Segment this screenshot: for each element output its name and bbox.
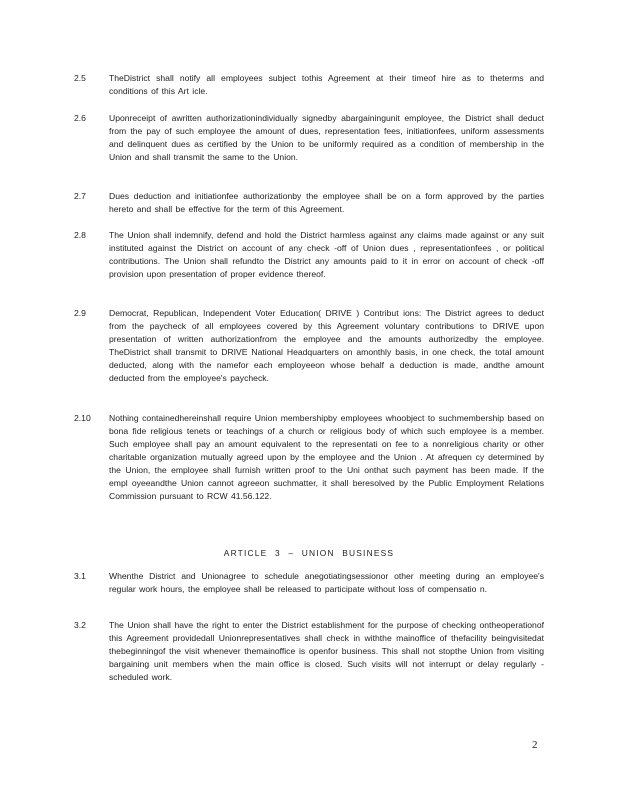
section-3-1 xyxy=(74,570,544,596)
section-2-10 xyxy=(74,412,544,503)
section-2-5 xyxy=(74,72,544,98)
section-number: 2.6 xyxy=(74,113,86,123)
page-number: 2 xyxy=(532,739,538,751)
section-number: 2.9 xyxy=(74,308,86,318)
section-text: Uponreceipt of awritten authorizationindividually signedby abargainingunit employee, the District shall deduct from the pay of such employee the amount of dues, representation fees, initiationfees, uniform assessments and delinquent dues as certified by the Union to be uniformly required as a condition of membership in the Union and shall transmit the same to the Union. xyxy=(109,113,544,162)
section-text: Dues deduction and initiationfee authorizationby the employee shall be on a form approved by the parties hereto and shall be effective for the term of this Agreement. xyxy=(109,191,544,214)
section-text: Nothing containedhereinshall require Union membershipby employees whoobject to suchmembership based on bona fide religious tenets or teachings of a church or religious body of which such employee is a member. Such employee shall pay an amount equivalent to the representati on fee to a nonreligious charity or other charitable organization mutually agreed upon by the employee and the Union . At afrequen cy determined by the Union, the employee shall furnish written proof to the Uni onthat such payment has been made. If the empl oyeeandthe Union cannot agreeon suchmatter, it shall beresolved by the Public Employment Relations Commission pursuant to RCW 41.56.122. xyxy=(109,413,544,501)
section-3-2 xyxy=(74,619,544,684)
section-text: The Union shall indemnify, defend and hold the District harmless against any claims made against or any suit instituted against the District on account of any check -off of Union dues , representationfees , or political contributions. The Union shall refundto the District any amounts paid to it in error on account of check -off provision upon presentation of proper evidence thereof. xyxy=(109,230,544,279)
section-number: 2.7 xyxy=(74,191,86,201)
section-number: 2.5 xyxy=(74,73,86,83)
section-2-6 xyxy=(74,112,544,164)
section-2-8 xyxy=(74,229,544,281)
section-number: 3.1 xyxy=(74,571,86,581)
section-text: Whenthe District and Unionagree to schedule anegotiatingsessionor other meeting during an employee's regular work hours, the employee shall be released to participate without loss of compensatio n. xyxy=(109,571,544,594)
section-text: TheDistrict shall notify all employees subject tothis Agreement at their timeof hire as to theterms and conditions of this Art icle. xyxy=(109,73,544,96)
section-text: Democrat, Republican, Independent Voter Education( DRIVE ) Contribut ions: The District agrees to deduct from the paycheck of all employees covered by this Agreement voluntary contributions to DRIVE upon presentation of written authorizationfrom the employee and the amounts authorizedby the employee. TheDistrict shall transmit to DRIVE National Headquarters on amonthly basis, in one check, the total amount deducted, along with the namefor each employeeon whose behalf a deduction is made, andthe amount deducted from the employee's paycheck. xyxy=(109,308,544,383)
article-heading: ARTICLE 3 – UNION BUSINESS xyxy=(223,548,395,558)
section-number: 2.10 xyxy=(74,413,91,423)
section-text: The Union shall have the right to enter the District establishment for the purpose of checking ontheoperationof this Agreement providedall Unionrepresentatives shall check in withthe mainoffice of thefacility beingvisitedat thebeginningof the visit whenever themainoffice is openfor business. This shall not stopthe Union from visiting bargaining unit members when the main office is closed. Such visits will not interrupt or delay regularly -scheduled work. xyxy=(109,620,544,682)
section-number: 2.8 xyxy=(74,230,86,240)
section-number: 3.2 xyxy=(74,620,86,630)
section-2-9 xyxy=(74,307,544,385)
section-2-7 xyxy=(74,190,544,216)
